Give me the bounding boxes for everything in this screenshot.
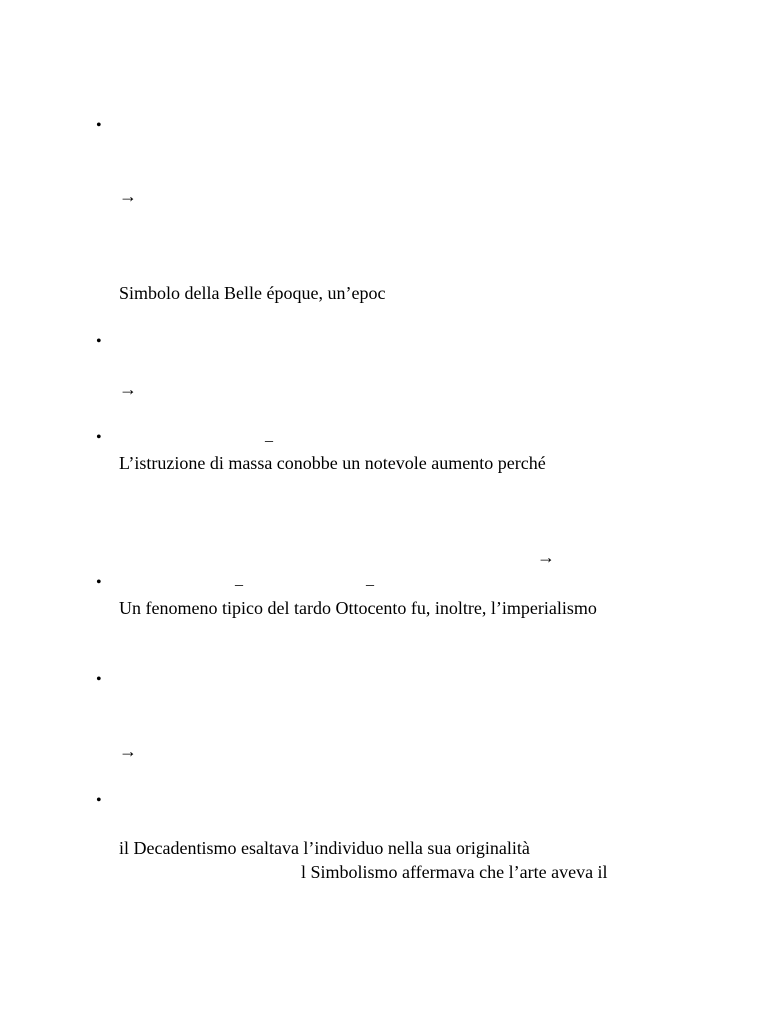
paragraph-decadentismo: il Decadentismo esaltava l’individuo nella sua originalità [119,838,530,858]
list-bullet: • [96,574,102,591]
arrow-icon: → [119,186,137,206]
blank-dash: _ [235,571,243,588]
arrow-icon: → [119,379,137,399]
list-bullet: • [96,429,102,446]
paragraph-belle-epoque: Simbolo della Belle époque, un’epoc [119,283,386,303]
list-bullet: • [96,792,102,809]
arrow-icon: → [537,547,555,567]
list-bullet: • [96,671,102,688]
paragraph-istruzione: L’istruzione di massa conobbe un notevole aumento perché [119,453,546,473]
arrow-icon: → [119,741,137,761]
blank-dash: _ [366,571,374,588]
list-bullet: • [96,333,102,350]
paragraph-fenomeno: Un fenomeno tipico del tardo Ottocento fu, inoltre, l’imperialismo [119,598,597,618]
list-bullet: • [96,117,102,134]
paragraph-simbolismo: l Simbolismo affermava che l’arte aveva il [301,862,608,882]
blank-dash: _ [265,427,273,444]
